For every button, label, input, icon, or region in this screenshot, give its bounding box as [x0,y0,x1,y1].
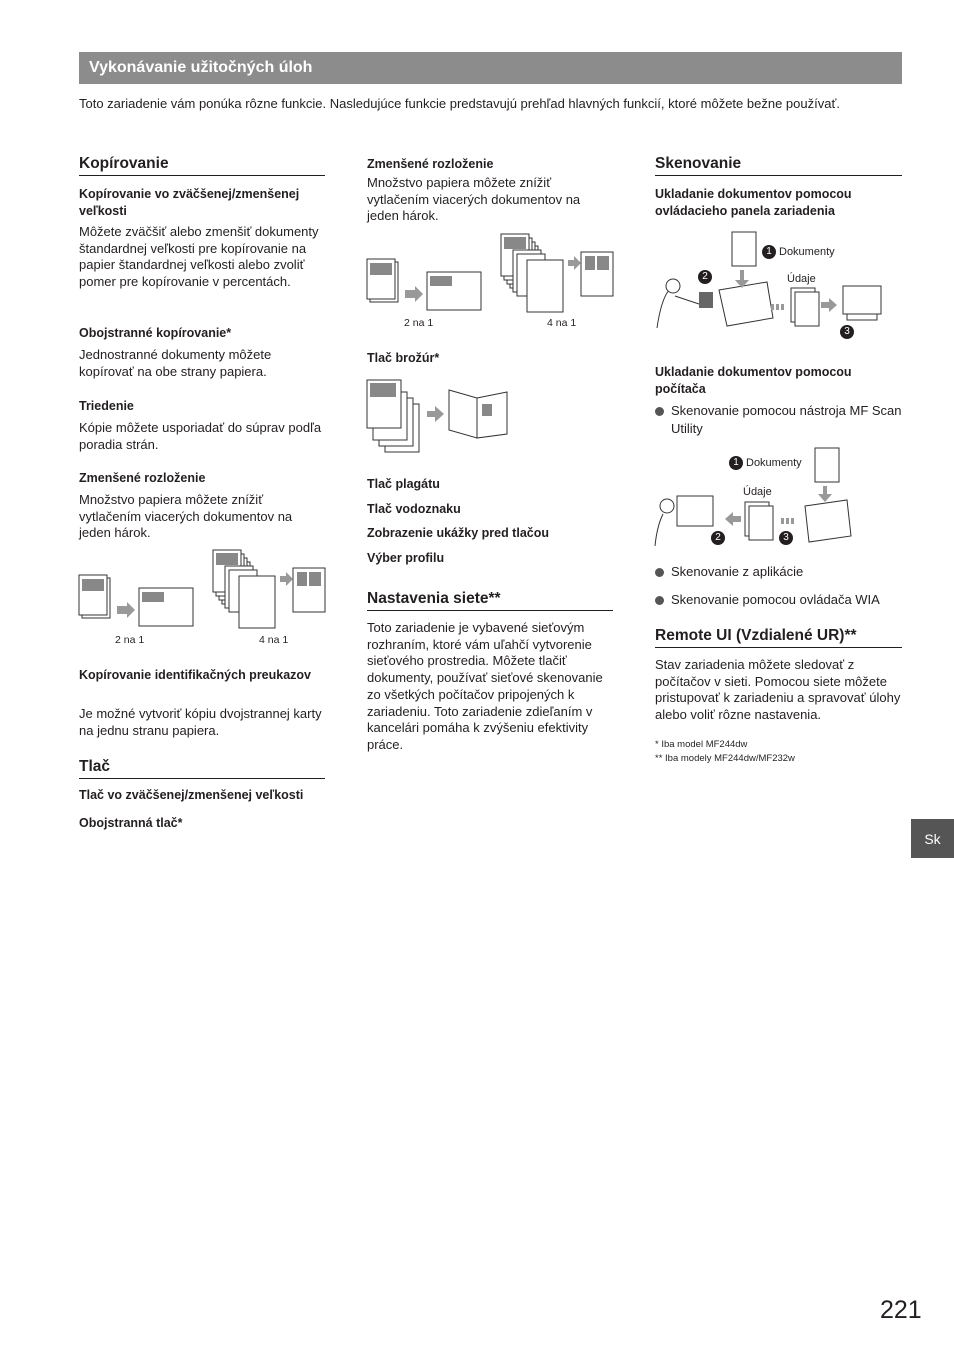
language-tab: Sk [911,819,954,858]
text-duplex-copy: Jednostranné dokumenty môžete kopírovať na obe strany papiera. [79,347,272,379]
item-poster-print: Tlač plagátu [367,477,440,491]
step-badge-2a: 2 [698,270,712,284]
text-reduced-layout: Množstvo papiera môžete znížiť vytlačením viacerých dokumentov na jeden hárok. [79,492,293,541]
step-badge-3b: 3 [779,531,793,545]
caption-4in1-print: 4 na 1 [547,317,577,329]
label-dokumenty-1: Dokumenty [779,246,835,258]
text-zoom-copy: Môžete zväčšiť alebo zmenšiť dokumenty štandardnej veľkosti pre kopírovanie na papier štandardnej veľkosti alebo zvoliť pomer pre kopírovanie v percentách. [79,224,319,290]
subheading-scan-panel: Ukladanie dokumentov pomocou ovládacieho panela zariadenia [655,187,852,218]
section-banner: Vykonávanie užitočných úloh [79,52,902,84]
reduced-layout-illustration [79,548,325,628]
item-print-preview: Zobrazenie ukážky pred tlačou [367,526,549,540]
step-badge-3a: 3 [840,325,854,339]
bullet-dot-icon [655,407,664,416]
subheading-reduced-layout-print: Zmenšené rozloženie [367,157,494,171]
subheading-zoom-copy: Kopírovanie vo zväčšenej/zmenšenej veľkosti [79,187,300,218]
text-collate: Kópie môžete usporiadať do súprav podľa poradia strán. [79,420,322,452]
subheading-reduced-layout: Zmenšené rozloženie [79,471,206,485]
text-reduced-layout-print: Množstvo papiera môžete znížiť vytlačením viacerých dokumentov na jeden hárok. [367,175,581,224]
bullet-wia [655,591,902,609]
subheading-duplex-copy: Obojstranné kopírovanie* [79,326,232,340]
bullet-text: Skenovanie z aplikácie [671,564,804,579]
bullet-text: Skenovanie pomocou nástroja MF Scan Utility [671,403,902,436]
text-id-card-copy: Je možné vytvoriť kópiu dvojstrannej karty na jednu stranu papiera. [79,706,322,738]
footnote-1: * Iba model MF244dw [655,739,748,750]
reduced-layout-print-illustration [367,232,613,312]
item-zoom-print: Tlač vo zväčšenej/zmenšenej veľkosti [79,788,304,802]
label-udaje-1: Údaje [787,273,816,285]
item-watermark-print: Tlač vodoznaku [367,502,461,516]
text-network-settings: Toto zariadenie je vybavené sieťovým rozhraním, ktoré vám uľahčí vytvorenie sieťového prostredia. Môžete tlačiť dokumenty, používať sieťové skenovanie zo všetkých počítačov pripojených k zariadeniu. Toto zariadenie zdieľaním v kancelári pomáha k zvýšeniu efektivity práce. [367,620,603,752]
text-remote-ui: Stav zariadenia môžete sledovať z počítačov v sieti. Pomocou siete môžete pristupovať k zariadeniu a spravovať úlohy alebo voliť rôzne nastavenia. [655,657,901,723]
caption-4in1: 4 na 1 [259,634,289,646]
item-profile-select: Výber profilu [367,551,445,565]
caption-2in1-print: 2 na 1 [404,317,434,329]
footnote-2: ** Iba modely MF244dw/MF232w [655,753,795,764]
step-badge-1a: 1 [762,245,776,259]
heading-network-settings: Nastavenia siete** [367,591,613,611]
subheading-collate: Triedenie [79,399,134,413]
bullet-text: Skenovanie pomocou ovládača WIA [671,592,880,607]
bullet-dot-icon [655,568,664,577]
step-badge-2b: 2 [711,531,725,545]
bullet-mf-scan-utility [655,402,902,438]
subheading-scan-pc: Ukladanie dokumentov pomocou počítača [655,365,852,396]
step-badge-1b: 1 [729,456,743,470]
intro-text: Toto zariadenie vám ponúka rôzne funkcie. Nasledujúce funkcie predstavujú prehľad hlavných funkcií, ktoré môžete bežne používať. [79,96,840,111]
label-udaje-2: Údaje [743,486,772,498]
heading-kopirovanie: Kopírovanie [79,156,325,176]
heading-tlac: Tlač [79,759,325,779]
subheading-id-card-copy: Kopírovanie identifikačných preukazov [79,668,312,682]
bullet-scan-app [655,563,902,581]
bullet-dot-icon [655,596,664,605]
booklet-illustration [367,378,507,456]
item-duplex-print: Obojstranná tlač* [79,816,183,830]
heading-skenovanie: Skenovanie [655,156,902,176]
caption-2in1: 2 na 1 [115,634,145,646]
page-number: 221 [880,1296,922,1324]
label-dokumenty-2: Dokumenty [746,457,802,469]
subheading-booklet: Tlač brožúr* [367,351,440,365]
heading-remote-ui: Remote UI (Vzdialené UR)** [655,628,902,648]
